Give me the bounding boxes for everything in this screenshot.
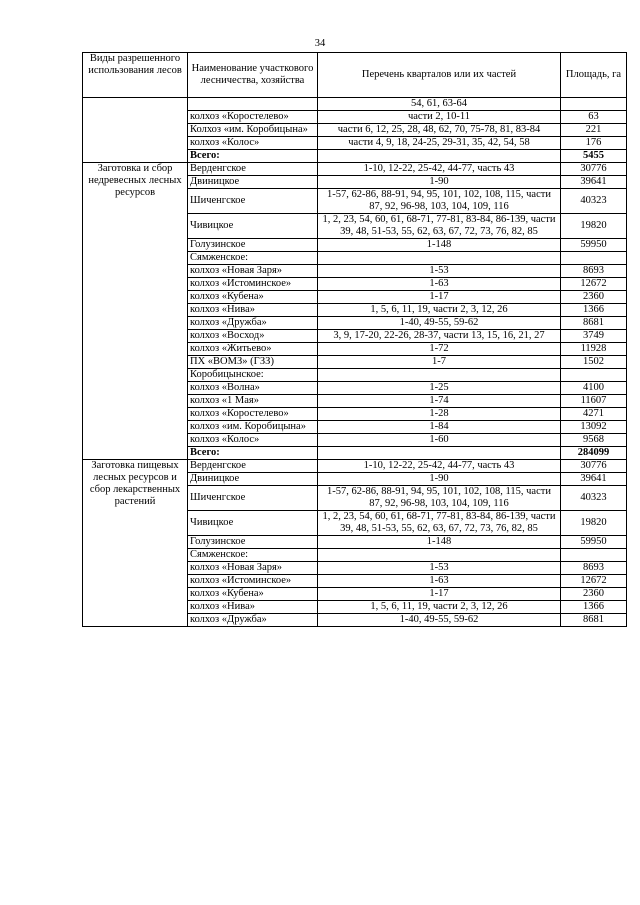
area-cell bbox=[561, 369, 627, 382]
name-cell: колхоз «Коростелево» bbox=[188, 111, 318, 124]
name-cell: Двиницкое bbox=[188, 176, 318, 189]
name-cell: колхоз «Колос» bbox=[188, 137, 318, 150]
area-cell: 40323 bbox=[561, 189, 627, 214]
quarters-cell: 1-40, 49-55, 59-62 bbox=[318, 614, 561, 627]
area-cell: 63 bbox=[561, 111, 627, 124]
name-cell: колхоз «Кубена» bbox=[188, 588, 318, 601]
quarters-cell: 54, 61, 63-64 bbox=[318, 98, 561, 111]
area-cell: 39641 bbox=[561, 176, 627, 189]
header-use-type: Виды разрешенного использования лесов bbox=[83, 53, 188, 98]
quarters-cell: части 2, 10-11 bbox=[318, 111, 561, 124]
quarters-cell: 1-40, 49-55, 59-62 bbox=[318, 317, 561, 330]
area-cell: 3749 bbox=[561, 330, 627, 343]
quarters-cell: 1, 5, 6, 11, 19, части 2, 3, 12, 26 bbox=[318, 304, 561, 317]
quarters-cell bbox=[318, 549, 561, 562]
quarters-cell: 1-90 bbox=[318, 176, 561, 189]
name-cell: Верденгское bbox=[188, 163, 318, 176]
name-cell: колхоз «Волна» bbox=[188, 382, 318, 395]
quarters-cell: 1-148 bbox=[318, 239, 561, 252]
name-cell: Двиницкое bbox=[188, 473, 318, 486]
page-number: 34 bbox=[314, 38, 326, 49]
area-cell: 5455 bbox=[561, 150, 627, 163]
quarters-cell: 1-63 bbox=[318, 278, 561, 291]
quarters-cell: 1, 5, 6, 11, 19, части 2, 3, 12, 26 bbox=[318, 601, 561, 614]
name-cell: колхоз «Новая Заря» bbox=[188, 265, 318, 278]
name-cell: Голузинское bbox=[188, 239, 318, 252]
area-cell: 59950 bbox=[561, 239, 627, 252]
quarters-cell: 1, 2, 23, 54, 60, 61, 68-71, 77-81, 83-84, 86-139, части 39, 48, 51-53, 55, 62, 63, 67, 72, 73, 76, 82, 85 bbox=[318, 511, 561, 536]
quarters-cell bbox=[318, 252, 561, 265]
table-header-row bbox=[83, 53, 627, 98]
name-cell: Всего: bbox=[188, 447, 318, 460]
name-cell: Колхоз «им. Коробицына» bbox=[188, 124, 318, 137]
name-cell: колхоз «Житьево» bbox=[188, 343, 318, 356]
name-cell: колхоз «Восход» bbox=[188, 330, 318, 343]
name-cell: колхоз «Новая Заря» bbox=[188, 562, 318, 575]
name-cell: Сямженское: bbox=[188, 549, 318, 562]
name-cell: Шиченгское bbox=[188, 189, 318, 214]
area-cell: 4271 bbox=[561, 408, 627, 421]
name-cell: Шиченгское bbox=[188, 486, 318, 511]
area-cell: 11928 bbox=[561, 343, 627, 356]
table-body bbox=[83, 98, 627, 627]
quarters-cell: 1-17 bbox=[318, 588, 561, 601]
area-cell: 284099 bbox=[561, 447, 627, 460]
area-cell: 8693 bbox=[561, 562, 627, 575]
name-cell: Сямженское: bbox=[188, 252, 318, 265]
header-quarters: Перечень кварталов или их частей bbox=[318, 53, 561, 98]
name-cell: ПХ «ВОМЗ» (ГЗЗ) bbox=[188, 356, 318, 369]
name-cell: колхоз «Коростелево» bbox=[188, 408, 318, 421]
name-cell: Чивицкое bbox=[188, 214, 318, 239]
area-cell: 8681 bbox=[561, 614, 627, 627]
area-cell: 40323 bbox=[561, 486, 627, 511]
quarters-cell: 1-28 bbox=[318, 408, 561, 421]
name-cell: колхоз «Истоминское» bbox=[188, 278, 318, 291]
area-cell: 1366 bbox=[561, 601, 627, 614]
use-type-cell bbox=[83, 98, 188, 163]
area-cell: 9568 bbox=[561, 434, 627, 447]
quarters-cell bbox=[318, 150, 561, 163]
quarters-cell: 1-74 bbox=[318, 395, 561, 408]
name-cell: Верденгское bbox=[188, 460, 318, 473]
use-type-cell: Заготовка пищевых лесных ресурсов и сбор лекарственных растений bbox=[83, 460, 188, 627]
name-cell: колхоз «Нива» bbox=[188, 601, 318, 614]
quarters-cell: 1-60 bbox=[318, 434, 561, 447]
area-cell: 8681 bbox=[561, 317, 627, 330]
area-cell: 30776 bbox=[561, 163, 627, 176]
area-cell: 176 bbox=[561, 137, 627, 150]
area-cell: 59950 bbox=[561, 536, 627, 549]
name-cell: Всего: bbox=[188, 150, 318, 163]
area-cell: 19820 bbox=[561, 511, 627, 536]
table-row bbox=[83, 460, 627, 473]
area-cell: 2360 bbox=[561, 588, 627, 601]
name-cell: колхоз «Дружба» bbox=[188, 317, 318, 330]
quarters-cell: части 6, 12, 25, 28, 48, 62, 70, 75-78, 81, 83-84 bbox=[318, 124, 561, 137]
area-cell bbox=[561, 98, 627, 111]
quarters-cell: 1-72 bbox=[318, 343, 561, 356]
quarters-cell: 1-84 bbox=[318, 421, 561, 434]
quarters-cell bbox=[318, 369, 561, 382]
quarters-cell: 1-148 bbox=[318, 536, 561, 549]
quarters-cell bbox=[318, 447, 561, 460]
quarters-cell: 1-10, 12-22, 25-42, 44-77, часть 43 bbox=[318, 163, 561, 176]
name-cell: колхоз «Колос» bbox=[188, 434, 318, 447]
area-cell: 11607 bbox=[561, 395, 627, 408]
quarters-cell: 1-17 bbox=[318, 291, 561, 304]
header-area: Площадь, га bbox=[561, 53, 627, 98]
area-cell: 19820 bbox=[561, 214, 627, 239]
name-cell: колхоз «Дружба» bbox=[188, 614, 318, 627]
name-cell: колхоз «Нива» bbox=[188, 304, 318, 317]
area-cell: 30776 bbox=[561, 460, 627, 473]
name-cell: колхоз «им. Коробицына» bbox=[188, 421, 318, 434]
quarters-cell: 1, 2, 23, 54, 60, 61, 68-71, 77-81, 83-84, 86-139, части 39, 48, 51-53, 55, 62, 63, 67, 72, 73, 76, 82, 85 bbox=[318, 214, 561, 239]
quarters-cell: 1-7 bbox=[318, 356, 561, 369]
quarters-cell: 1-10, 12-22, 25-42, 44-77, часть 43 bbox=[318, 460, 561, 473]
use-type-cell: Заготовка и сбор недревесных лесных ресурсов bbox=[83, 163, 188, 460]
area-cell: 12672 bbox=[561, 278, 627, 291]
table-row bbox=[83, 163, 627, 176]
name-cell: Чивицкое bbox=[188, 511, 318, 536]
area-cell: 8693 bbox=[561, 265, 627, 278]
name-cell: колхоз «Истоминское» bbox=[188, 575, 318, 588]
area-cell: 1502 bbox=[561, 356, 627, 369]
area-cell: 39641 bbox=[561, 473, 627, 486]
name-cell bbox=[188, 98, 318, 111]
quarters-cell: 1-53 bbox=[318, 265, 561, 278]
quarters-cell: 1-25 bbox=[318, 382, 561, 395]
area-cell: 13092 bbox=[561, 421, 627, 434]
header-name: Наименование участкового лесничества, хозяйства bbox=[188, 53, 318, 98]
name-cell: Коробицынское: bbox=[188, 369, 318, 382]
quarters-cell: 1-63 bbox=[318, 575, 561, 588]
quarters-cell: части 4, 9, 18, 24-25, 29-31, 35, 42, 54, 58 bbox=[318, 137, 561, 150]
name-cell: колхоз «1 Мая» bbox=[188, 395, 318, 408]
quarters-cell: 1-90 bbox=[318, 473, 561, 486]
area-cell: 2360 bbox=[561, 291, 627, 304]
area-cell: 1366 bbox=[561, 304, 627, 317]
area-cell bbox=[561, 549, 627, 562]
quarters-cell: 3, 9, 17-20, 22-26, 28-37, части 13, 15, 16, 21, 27 bbox=[318, 330, 561, 343]
quarters-cell: 1-53 bbox=[318, 562, 561, 575]
quarters-cell: 1-57, 62-86, 88-91, 94, 95, 101, 102, 108, 115, части 87, 92, 96-98, 103, 104, 109, 116 bbox=[318, 486, 561, 511]
area-cell: 221 bbox=[561, 124, 627, 137]
area-cell bbox=[561, 252, 627, 265]
quarters-cell: 1-57, 62-86, 88-91, 94, 95, 101, 102, 108, 115, части 87, 92, 96-98, 103, 104, 109, 116 bbox=[318, 189, 561, 214]
name-cell: Голузинское bbox=[188, 536, 318, 549]
table-row bbox=[83, 98, 627, 111]
forest-use-table bbox=[82, 52, 627, 627]
name-cell: колхоз «Кубена» bbox=[188, 291, 318, 304]
area-cell: 12672 bbox=[561, 575, 627, 588]
area-cell: 4100 bbox=[561, 382, 627, 395]
